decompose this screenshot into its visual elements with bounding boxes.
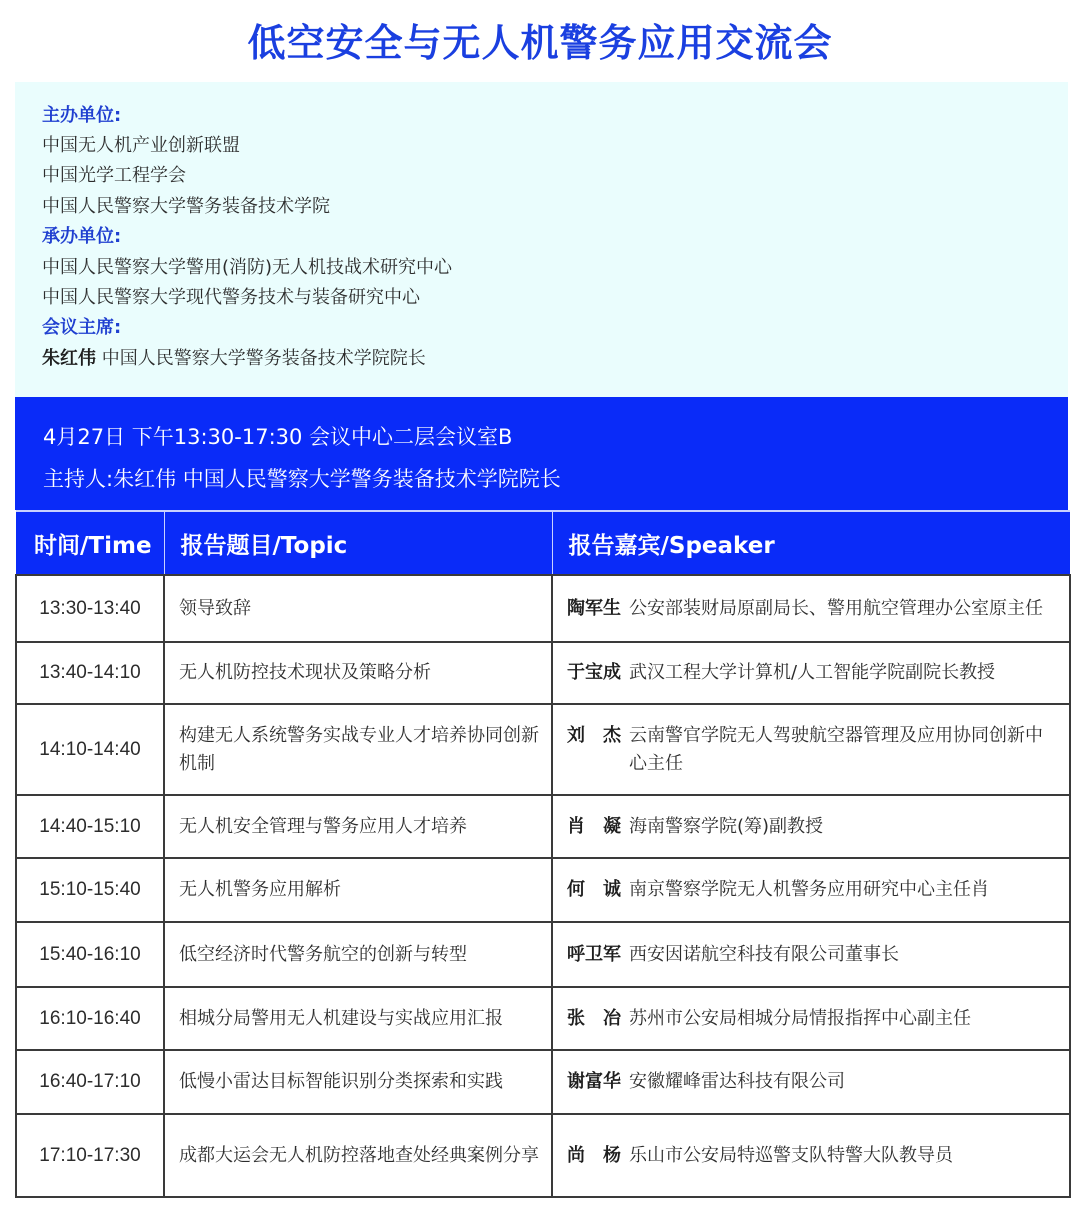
- schedule-table: [15, 510, 1071, 1198]
- speaker-title: 安徽耀峰雷达科技有限公司: [629, 1071, 845, 1092]
- speaker-title: 南京警察学院无人机警务应用研究中心主任肖: [629, 879, 989, 900]
- header-time: 时间/Time: [16, 511, 164, 575]
- session-banner: [15, 397, 1068, 510]
- row-time: 13:30-13:40: [16, 575, 164, 642]
- chair-name: 朱红伟: [42, 348, 96, 369]
- row-speaker: [552, 575, 1070, 642]
- row-time: 14:40-15:10: [16, 795, 164, 858]
- row-time: 16:40-17:10: [16, 1050, 164, 1114]
- speaker-name: 何 诚: [567, 879, 621, 900]
- row-time: 14:10-14:40: [16, 704, 164, 795]
- organizer-label: 承办单位:: [42, 226, 122, 247]
- row-speaker: [552, 922, 1070, 987]
- row-topic: 相城分局警用无人机建设与实战应用汇报: [164, 987, 552, 1050]
- organizer-item: 中国人民警察大学警用(消防)无人机技战术研究中心: [42, 257, 453, 278]
- speaker-title: 苏州市公安局相城分局情报指挥中心副主任: [629, 1007, 971, 1029]
- row-topic: 成都大运会无人机防控落地查处经典案例分享: [164, 1114, 552, 1197]
- speaker-title: 云南警官学院无人驾驶航空器管理及应用协同创新中心主任: [629, 724, 1043, 774]
- host-item: 中国无人机产业创新联盟: [42, 135, 240, 156]
- row-topic: 低空经济时代警务航空的创新与转型: [164, 922, 552, 987]
- table-row: [16, 922, 1070, 987]
- row-time: 15:10-15:40: [16, 858, 164, 922]
- table-row: [16, 795, 1070, 858]
- organizer-info-panel: [15, 82, 1068, 397]
- speaker-name: 于宝成: [567, 662, 621, 683]
- table-row: [16, 1114, 1070, 1197]
- chair-title: 中国人民警察大学警务装备技术学院院长: [101, 348, 426, 369]
- row-speaker: [552, 704, 1070, 795]
- speaker-title: 海南警察学院(筹)副教授: [629, 815, 824, 837]
- table-header-row: [16, 511, 1070, 575]
- speaker-name: 肖 凝: [567, 815, 621, 837]
- row-topic: 低慢小雷达目标智能识别分类探索和实践: [164, 1050, 552, 1114]
- speaker-name: 张 冶: [567, 1007, 621, 1029]
- host-item: 中国人民警察大学警务装备技术学院: [42, 196, 330, 217]
- host-label: 主办单位:: [42, 105, 122, 126]
- row-topic: 构建无人系统警务实战专业人才培养协同创新机制: [164, 704, 552, 795]
- speaker-name: 谢富华: [567, 1071, 621, 1092]
- organizer-item: 中国人民警察大学现代警务技术与装备研究中心: [42, 287, 420, 308]
- row-speaker: [552, 1050, 1070, 1114]
- table-row: [16, 704, 1070, 795]
- row-speaker: [552, 795, 1070, 858]
- table-row: [16, 575, 1070, 642]
- row-time: 15:40-16:10: [16, 922, 164, 987]
- header-topic: 报告题目/Topic: [164, 511, 552, 575]
- host-item: 中国光学工程学会: [42, 165, 186, 186]
- table-row: [16, 987, 1070, 1050]
- speaker-name: 陶军生: [567, 597, 621, 619]
- page-title: 低空安全与无人机警务应用交流会: [247, 21, 833, 65]
- chair-line: [42, 347, 426, 371]
- speaker-name: 刘 杰: [567, 724, 621, 746]
- chair-label: 会议主席:: [42, 317, 122, 338]
- row-time: 17:10-17:30: [16, 1114, 164, 1197]
- session-moderator: 主持人:朱红伟 中国人民警察大学警务装备技术学院院长: [43, 467, 561, 491]
- row-topic: 领导致辞: [164, 575, 552, 642]
- row-time: 13:40-14:10: [16, 642, 164, 704]
- row-speaker: [552, 987, 1070, 1050]
- table-row: [16, 1050, 1070, 1114]
- speaker-title: 公安部装财局原副局长、警用航空管理办公室原主任: [629, 597, 1043, 619]
- row-time: 16:10-16:40: [16, 987, 164, 1050]
- speaker-title: 乐山市公安局特巡警支队特警大队教导员: [629, 1144, 953, 1166]
- table-row: [16, 858, 1070, 922]
- speaker-name: 呼卫军: [567, 943, 621, 965]
- table-row: [16, 642, 1070, 704]
- speaker-title: 西安因诺航空科技有限公司董事长: [629, 943, 899, 965]
- row-speaker: [552, 642, 1070, 704]
- row-topic: 无人机安全管理与警务应用人才培养: [164, 795, 552, 858]
- row-topic: 无人机防控技术现状及策略分析: [164, 642, 552, 704]
- header-speaker: 报告嘉宾/Speaker: [552, 511, 1070, 575]
- speaker-title: 武汉工程大学计算机/人工智能学院副院长教授: [629, 662, 996, 683]
- session-datetime-venue: 4月27日 下午13:30-17:30 会议中心二层会议室B: [43, 425, 513, 449]
- row-speaker: [552, 1114, 1070, 1197]
- row-topic: 无人机警务应用解析: [164, 858, 552, 922]
- row-speaker: [552, 858, 1070, 922]
- speaker-name: 尚 杨: [567, 1144, 621, 1166]
